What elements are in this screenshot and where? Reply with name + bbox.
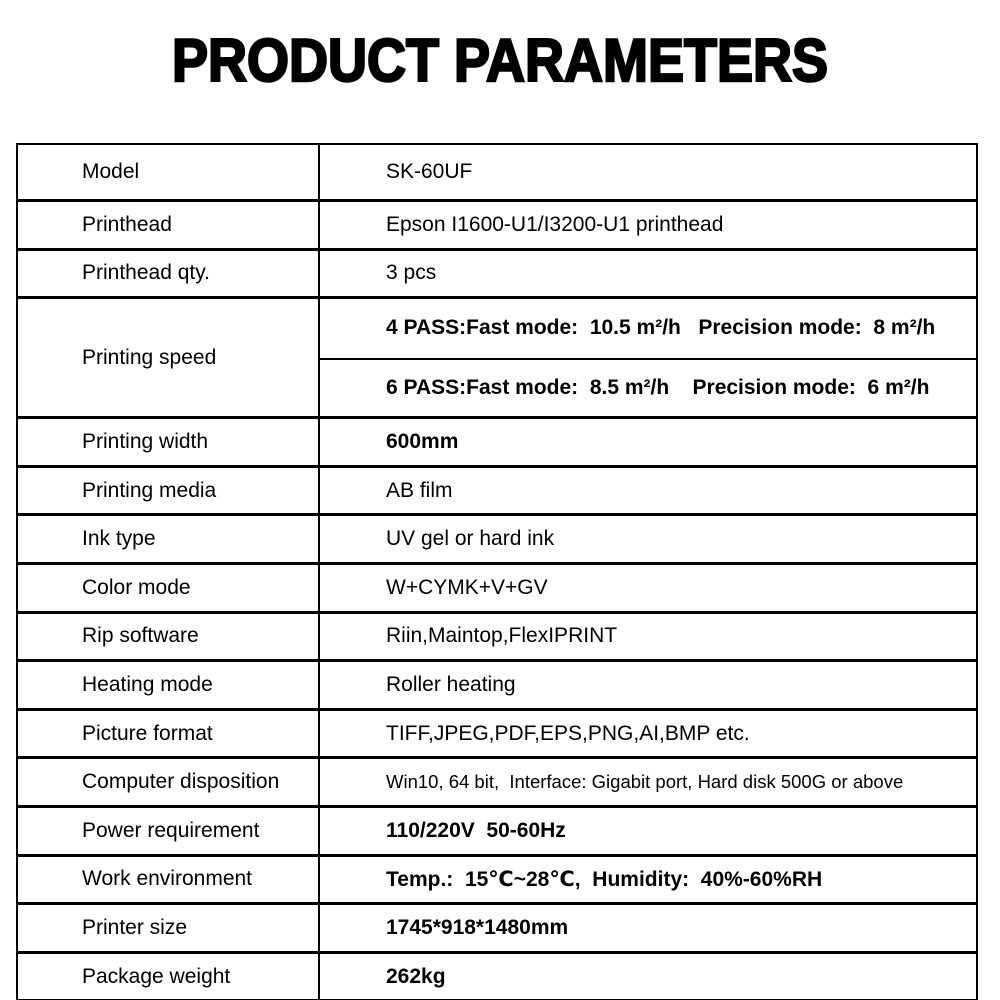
row-label: Rip software <box>18 614 320 660</box>
row-value: AB film <box>386 478 453 502</box>
table-row <box>18 465 976 514</box>
row-label: Printer size <box>18 905 320 951</box>
table-row <box>18 199 976 248</box>
row-label: Color mode <box>18 565 320 611</box>
table-row <box>18 708 976 757</box>
row-value: 110/220V 50-60Hz <box>386 818 566 842</box>
row-value: Epson I1600-U1/I3200-U1 printhead <box>386 212 724 236</box>
row-value: Temp.: 15℃~28℃, Humidity: 40%-60%RH <box>386 867 823 891</box>
row-value: TIFF,JPEG,PDF,EPS,PNG,AI,BMP etc. <box>386 721 750 745</box>
row-label: Computer disposition <box>18 759 320 805</box>
row-label: Power requirement <box>18 808 320 854</box>
table-row <box>18 562 976 611</box>
row-sub-value: 6 PASS:Fast mode: 8.5 m²/h Precision mode: 6 m²/h <box>320 358 976 417</box>
row-value: 1745*918*1480mm <box>386 915 569 939</box>
row-label: Printhead <box>18 202 320 248</box>
table-row <box>18 296 976 416</box>
table-row <box>18 513 976 562</box>
page <box>0 26 1000 1000</box>
row-label: Ink type <box>18 516 320 562</box>
row-value: Roller heating <box>386 672 516 696</box>
table-row <box>18 805 976 854</box>
page-title: PRODUCT PARAMETERS <box>171 27 829 94</box>
row-value: 600mm <box>386 429 459 453</box>
row-label: Printhead qty. <box>18 251 320 297</box>
row-label: Model <box>18 145 320 199</box>
row-value: W+CYMK+V+GV <box>386 575 548 599</box>
table-row <box>18 248 976 297</box>
row-value: Win10, 64 bit, Interface: Gigabit port, Hard disk 500G or above <box>386 771 904 793</box>
row-label: Printing media <box>18 468 320 514</box>
row-label: Printing width <box>18 419 320 465</box>
table-row <box>18 902 976 951</box>
table-row <box>18 611 976 660</box>
table-row <box>18 416 976 465</box>
row-value-stack <box>320 299 976 416</box>
row-value: 3 pcs <box>386 261 437 285</box>
row-label: Picture format <box>18 711 320 757</box>
table-row <box>18 951 976 1000</box>
row-label: Package weight <box>18 954 320 1000</box>
table-row <box>18 854 976 903</box>
row-value: SK-60UF <box>386 160 473 183</box>
row-label: Heating mode <box>18 662 320 708</box>
row-value: UV gel or hard ink <box>386 527 555 551</box>
row-value: Riin,Maintop,FlexIPRINT <box>386 624 618 648</box>
table-row <box>18 145 976 199</box>
table-row <box>18 659 976 708</box>
row-value: 262kg <box>386 964 446 988</box>
parameters-table <box>16 143 978 1000</box>
row-label: Printing speed <box>18 299 320 416</box>
row-sub-value: 4 PASS:Fast mode: 10.5 m²/h Precision mode: 8 m²/h <box>386 316 936 340</box>
row-label: Work environment <box>18 857 320 903</box>
table-row <box>18 756 976 805</box>
